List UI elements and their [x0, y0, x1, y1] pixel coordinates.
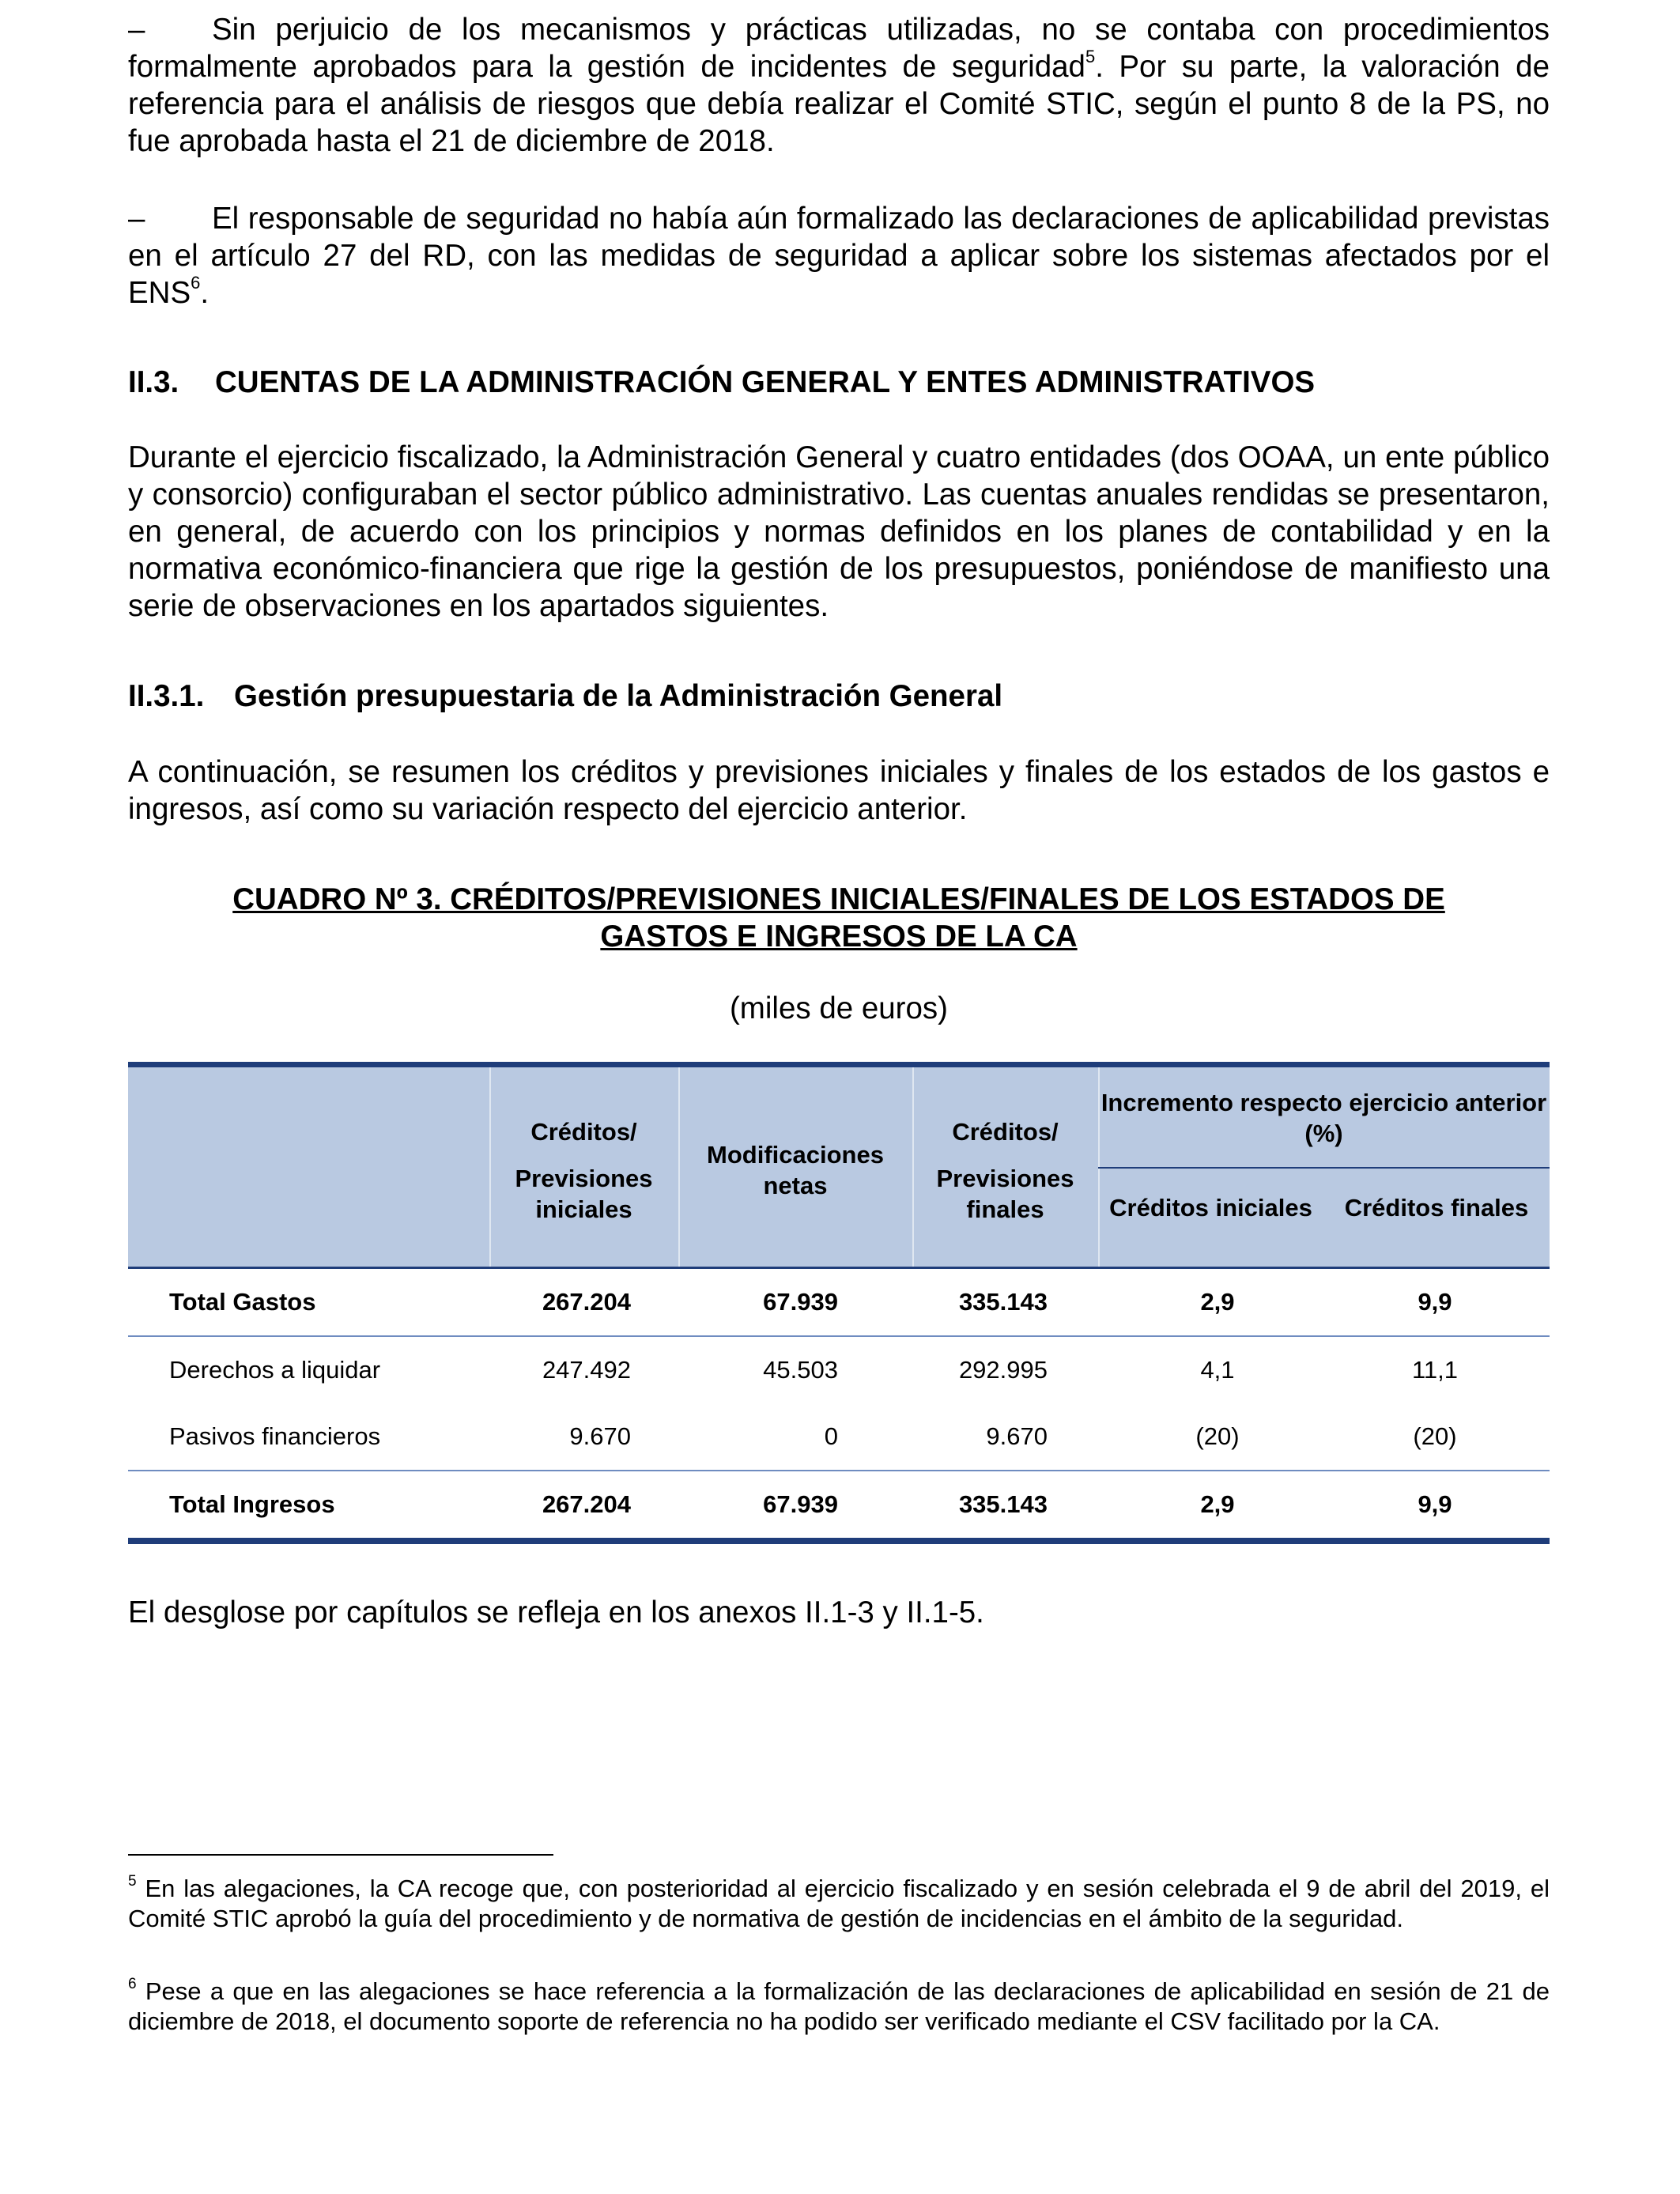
cell-v2: 67.939	[763, 1490, 838, 1518]
cell-v1: 247.492	[542, 1356, 631, 1384]
cell-v3: 9.670	[986, 1422, 1048, 1450]
header-col1-b: Previsiones iniciales	[515, 1165, 653, 1223]
cell-v2: 0	[824, 1422, 838, 1450]
row-label: Total Gastos	[169, 1288, 316, 1316]
table-units: (miles de euros)	[729, 991, 948, 1025]
cell-v4: 2,9	[1200, 1490, 1235, 1518]
footnote-number: 5	[128, 1872, 137, 1890]
cell-v3: 335.143	[958, 1490, 1048, 1518]
bullet-text: Sin perjuicio de los mecanismos y prácticas utilizadas, no se contaba con procedimientos formalmente aprobados para la gestión de incidentes de seguridad	[128, 13, 1550, 84]
section-title: CUENTAS DE LA ADMINISTRACIÓN GENERAL Y ENTES ADMINISTRATIVOS	[215, 365, 1316, 399]
header-col5: Créditos finales	[1344, 1194, 1529, 1222]
bullet-paragraph	[128, 200, 1550, 312]
row-label: Total Ingresos	[169, 1490, 335, 1518]
table-row	[128, 1337, 1550, 1403]
after-table-text: El desglose por capítulos se refleja en los anexos II.1-3 y II.1-5.	[128, 1595, 984, 1629]
footnote-number: 6	[128, 1975, 137, 1992]
row-label: Pasivos financieros	[169, 1422, 381, 1450]
cell-v2: 67.939	[763, 1288, 838, 1316]
dash-marker: –	[128, 202, 145, 236]
cell-v5: 9,9	[1418, 1490, 1452, 1518]
cell-v4: (20)	[1195, 1422, 1240, 1450]
bullet-paragraph	[128, 11, 1550, 160]
cell-v3: 292.995	[958, 1356, 1048, 1384]
footnote-ref[interactable]: 5	[1085, 47, 1096, 67]
header-group-increment: Incremento respecto ejercicio anterior (%)	[1100, 1089, 1547, 1147]
cell-v2: 45.503	[763, 1356, 838, 1384]
footnote-5	[128, 1874, 1550, 1933]
section-number: II.3.	[128, 365, 179, 399]
bullet-text-cont: . Por su parte, la valoración de referencia para el análisis de riesgos que debía realizar el Comité STIC, según el punto 8 de la PS, no fue aprobada hasta el 21 de diciembre de 2018.	[128, 50, 1550, 158]
header-col3-b: Previsiones finales	[936, 1165, 1074, 1223]
table-body	[128, 1269, 1550, 1538]
row-label: Derechos a liquidar	[169, 1356, 381, 1384]
dash-marker: –	[128, 13, 145, 47]
subsection-heading	[128, 678, 1002, 715]
cell-v5: 9,9	[1418, 1288, 1452, 1316]
cell-v5: (20)	[1413, 1422, 1457, 1450]
header-col4: Créditos iniciales	[1109, 1194, 1312, 1222]
section-heading	[128, 364, 1315, 401]
footnote-separator	[128, 1854, 553, 1856]
bullet-text: El responsable de seguridad no había aún formalizado las declaraciones de aplicabilidad previstas en el artículo 27 del RD, con las medidas de seguridad a aplicar sobre los sistemas afectados por el ENS	[128, 202, 1550, 310]
footnote-text: Pese a que en las alegaciones se hace referencia a la formalización de las declaraciones de aplicabilidad en sesión de 21 de diciembre de 2018, el documento soporte de referencia no ha podido ser verificado mediante el CSV facilitado por la CA.	[128, 1977, 1550, 2035]
header-col2: Modificaciones netas	[707, 1141, 884, 1199]
footnote-text: En las alegaciones, la CA recoge que, con posterioridad al ejercicio fiscalizado y en sesión celebrada el 9 de abril del 2019, el Comité STIC aprobó la guía del procedimiento y de normativa de gestión de incidencias en el ámbito de la seguridad.	[128, 1875, 1550, 1932]
table-row	[128, 1403, 1550, 1470]
table-header	[128, 1067, 1550, 1267]
table-top-border	[128, 1062, 1550, 1067]
subsection-title: Gestión presupuestaria de la Administración General	[234, 679, 1003, 713]
subsection-number: II.3.1.	[128, 679, 205, 713]
footnote-6	[128, 1977, 1550, 2036]
cell-v5: 11,1	[1411, 1356, 1459, 1384]
table-caption-line1: CUADRO Nº 3. CRÉDITOS/PREVISIONES INICIALES/FINALES DE LOS ESTADOS DE	[232, 882, 1445, 916]
cell-v1: 267.204	[542, 1490, 631, 1518]
table-row	[128, 1471, 1550, 1538]
header-col3-a: Créditos/	[952, 1118, 1059, 1146]
section-paragraph: Durante el ejercicio fiscalizado, la Administración General y cuatro entidades (dos OOAA, un ente público y consorcio) configuraban el sector público administrativo. Las cuentas anuales rendidas se presentaron, en general, de acuerdo con los principios y normas definidos en los planes de contabilidad y en la normativa económico-financiera que rige la gestión de los presupuestos, poniéndose de manifiesto una serie de observaciones en los apartados siguientes.	[128, 440, 1550, 623]
cell-v1: 267.204	[542, 1288, 631, 1316]
table-caption-line2: GASTOS E INGRESOS DE LA CA	[600, 920, 1078, 954]
table-row	[128, 1269, 1550, 1335]
cell-v4: 2,9	[1200, 1288, 1235, 1316]
subsection-paragraph: A continuación, se resumen los créditos y previsiones iniciales y finales de los estados de los gastos e ingresos, así como su variación respecto del ejercicio anterior.	[128, 755, 1550, 826]
cell-v3: 335.143	[958, 1288, 1048, 1316]
cell-v1: 9.670	[569, 1422, 631, 1450]
cell-v4: 4,1	[1200, 1356, 1235, 1384]
table-bottom-border	[128, 1538, 1550, 1544]
bullet-text-cont: .	[200, 276, 210, 310]
budget-table	[128, 1062, 1550, 1544]
footnote-ref[interactable]: 6	[191, 273, 201, 293]
header-col1-a: Créditos/	[530, 1118, 637, 1146]
